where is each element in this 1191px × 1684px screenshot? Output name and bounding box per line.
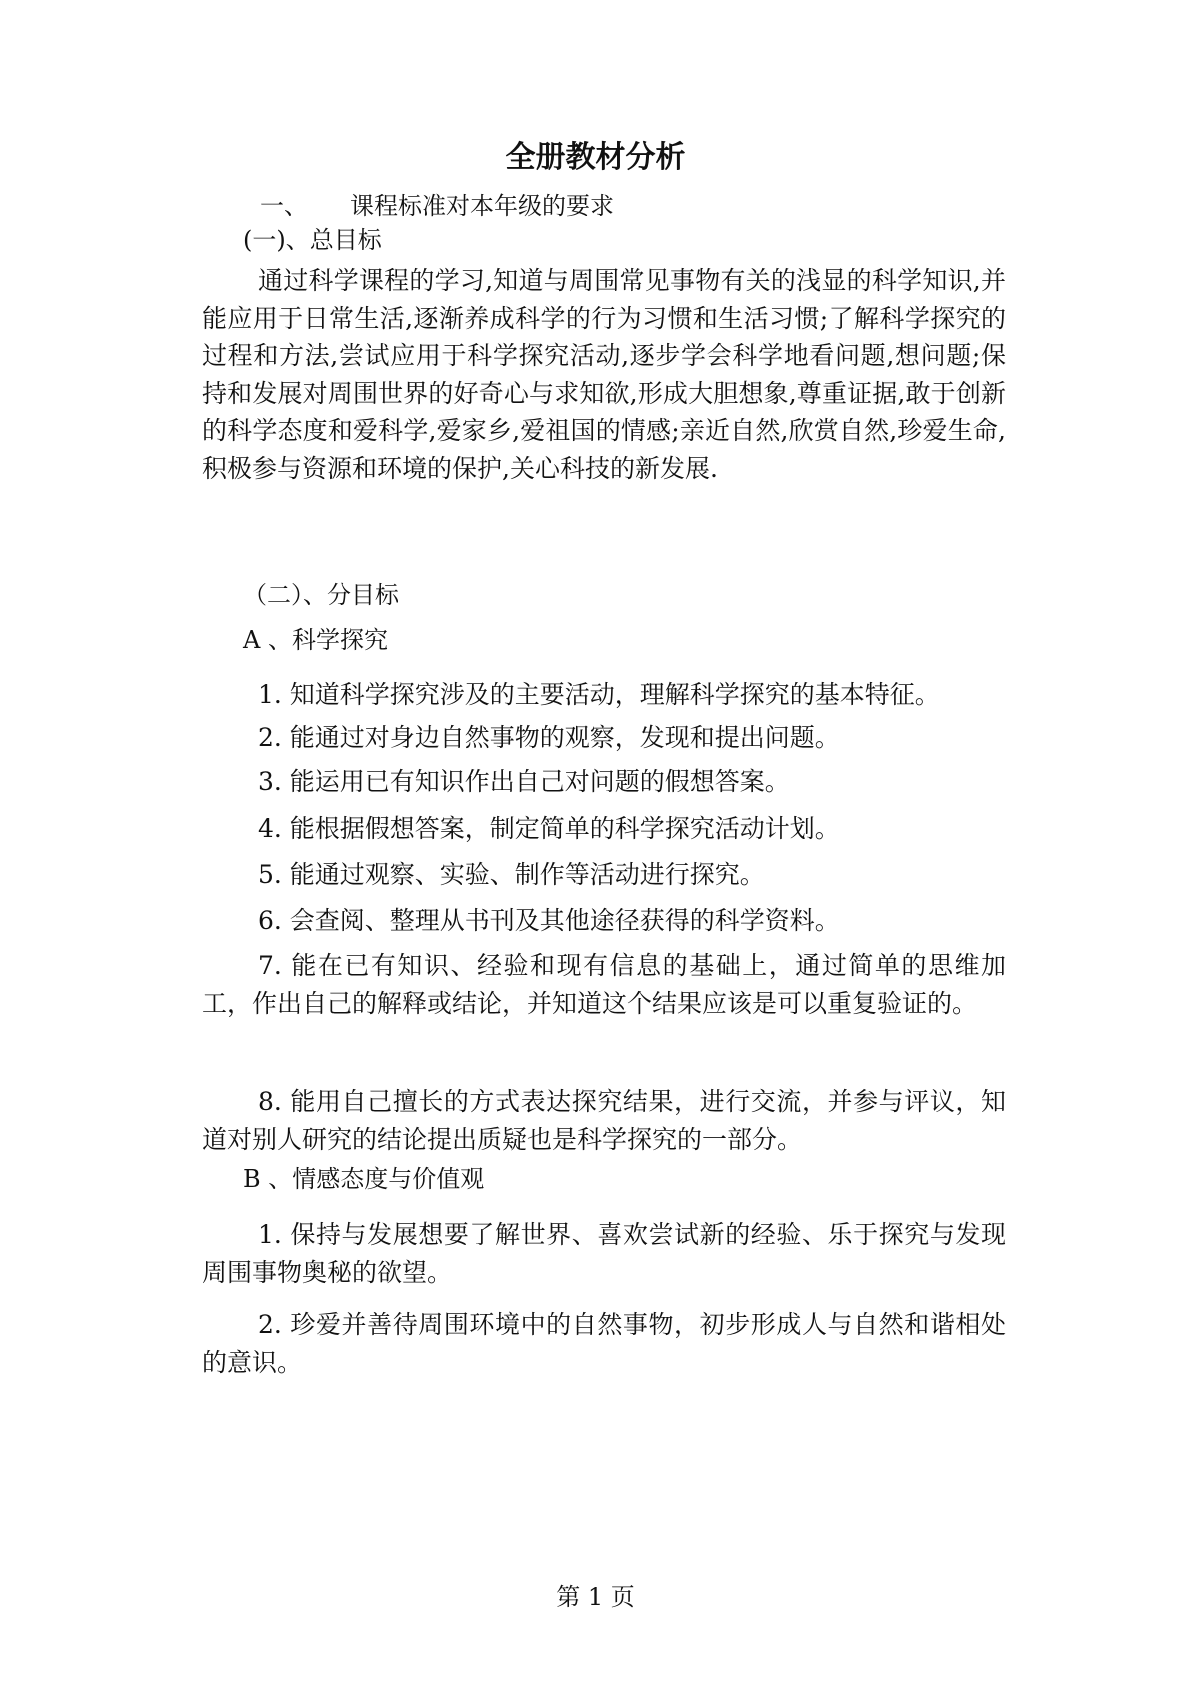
part-a-item: 7. 能在已有知识、经验和现有信息的基础上，通过简单的思维加工，作出自己的解释或结论，并知道这个结果应该是可以重复验证的。 xyxy=(202,951,1006,1018)
general-goal-paragraph: 通过科学课程的学习,知道与周围常见事物有关的浅显的科学知识,并能应用于日常生活,逐渐养成科学的行为习惯和生活习惯;了解科学探究的过程和方法,尝试应用于科学探究活动,逐步学会科学地看问题,想问题;保持和发展对周围世界的好奇心与求知欲,形成大胆想象,尊重证据,敢于创新的科学态度和爱科学,爱家乡,爱祖国的情感;亲近自然,欣赏自然,珍爱生命,积极参与资源和环境的保护,关心科技的新发展. xyxy=(202,266,1006,483)
part-a-item: 8. 能用自己擅长的方式表达探究结果，进行交流，并参与评议，知道对别人研究的结论提出质疑也是科学探究的一部分。 xyxy=(202,1087,1006,1154)
part-b-item: 1. 保持与发展想要了解世界、喜欢尝试新的经验、乐于探究与发现周围事物奥秘的欲望。 xyxy=(202,1220,1006,1287)
section-heading: 课程标准对本年级的要求 xyxy=(350,192,614,220)
part-a-item: 4. 能根据假想答案，制定简单的科学探究活动计划。 xyxy=(258,814,840,843)
section-number: 一、 xyxy=(260,192,308,220)
part-b-heading: B 、情感态度与价值观 xyxy=(243,1165,485,1193)
part-a-item: 3. 能运用已有知识作出自己对问题的假想答案。 xyxy=(258,767,790,796)
part-a-item: 1. 知道科学探究涉及的主要活动，理解科学探究的基本特征。 xyxy=(258,680,940,709)
document-title: 全册教材分析 xyxy=(505,140,686,175)
part-a-item: 5. 能通过观察、实验、制作等活动进行探究。 xyxy=(258,860,765,889)
part-a-item: 2. 能通过对身边自然事物的观察，发现和提出问题。 xyxy=(258,723,840,752)
page-number-footer: 第 1 页 xyxy=(556,1583,635,1611)
subsection-heading-sub-goals: （二）、分目标 xyxy=(243,581,399,609)
subsection-heading-general-goal: (一)、总目标 xyxy=(243,226,382,254)
part-a-item: 6. 会查阅、整理从书刊及其他途径获得的科学资料。 xyxy=(258,906,840,935)
part-a-heading: A 、科学探究 xyxy=(243,626,388,654)
part-b-item: 2. 珍爱并善待周围环境中的自然事物，初步形成人与自然和谐相处的意识。 xyxy=(202,1310,1006,1377)
